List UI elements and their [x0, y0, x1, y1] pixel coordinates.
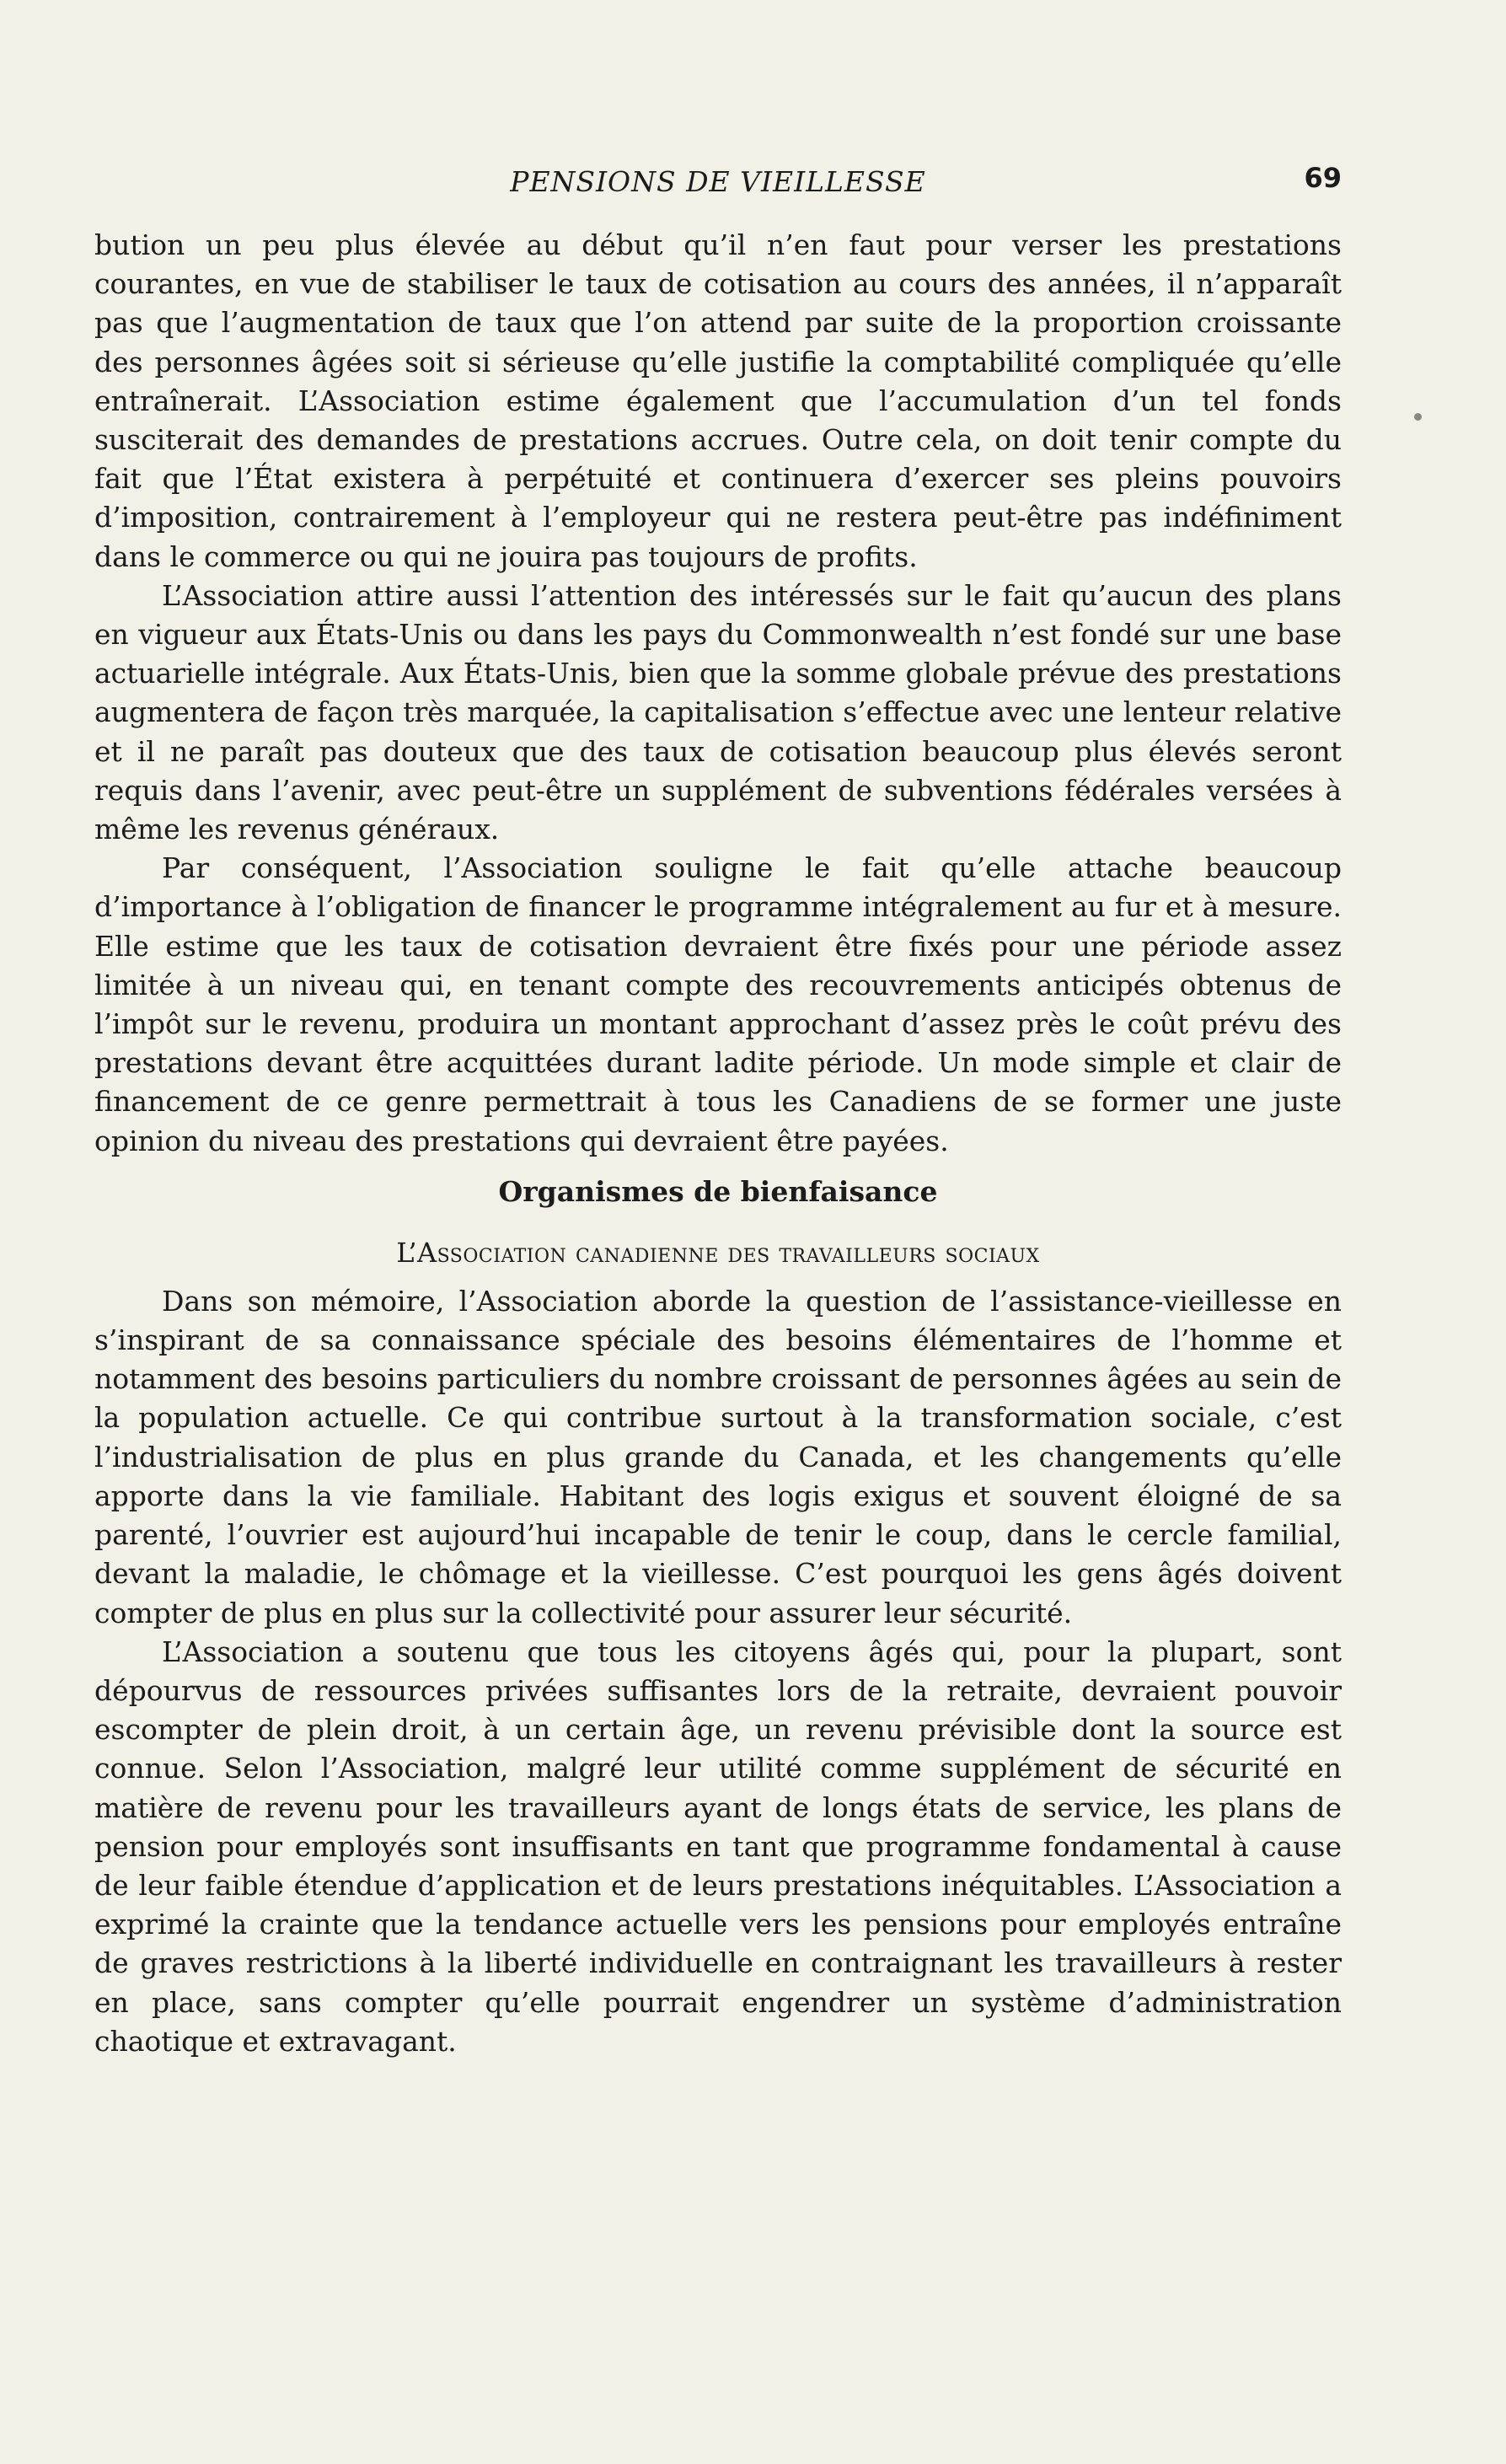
paragraph: Dans son mémoire, l’Association aborde la question de l’assistance-vieillesse en s’inspirant de sa connaissance spéciale des besoins élémentaires de l’homme et notamment des besoins particuliers du nombre croissant de personnes âgées au sein de la population actuelle. Ce qui contribue surtout à la transformation sociale, c’est l’industrialisation de plus en plus grande du Canada, et les changements qu’elle apporte dans la vie familiale. Habitant des logis exigus et souvent éloigné de sa parenté, l’ouvrier est aujourd’hui incapable de tenir le coup, dans le cercle familial, devant la maladie, le chômage et la vieillesse. C’est pourquoi les gens âgés doivent compter de plus en plus sur la collectivité pour assurer leur sécurité.	[94, 1284, 1342, 1629]
paragraph-continuation: bution un peu plus élevée au début qu’il n’en faut pour verser les prestations courantes, en vue de stabiliser le taux de cotisation au cours des années, il n’apparaît pas que l’augmentation de taux que l’on attend par suite de la proportion croissante des personnes âgées soit si sérieuse qu’elle justifie la comptabilité compliquée qu’elle entraînerait. L’Association estime également que l’accumulation d’un tel fonds susciterait des demandes de prestations accrues. Outre cela, on doit tenir compte du fait que l’État existera à perpétuité et continuera d’exercer ses pleins pouvoirs d’imposition, contrairement à l’employeur qui ne restera peut-être pas indéfiniment dans le commerce ou qui ne jouira pas toujours de profits.	[94, 228, 1342, 573]
paragraph: Par conséquent, l’Association souligne le fait qu’elle attache beaucoup d’importance à l’obligation de financer le programme intégralement au fur et à mesure. Elle estime que les taux de cotisation devraient être fixés pour une période assez limitée à un niveau qui, en tenant compte des recouvrements anticipés obtenus de l’impôt sur le revenu, produira un montant approchant d’assez près le coût prévu des prestations devant être acquittées durant ladite période. Un mode simple et clair de financement de ce genre permettrait à tous les Canadiens de se former une juste opinion du niveau des prestations qui devraient être payées.	[94, 851, 1342, 1157]
margin-mark	[1414, 413, 1422, 421]
paragraph: L’Association attire aussi l’attention des intéressés sur le fait qu’aucun des plans en vigueur aux États-Unis ou dans les pays du Commonwealth n’est fondé sur une base actuarielle intégrale. Aux États-Unis, bien que la somme globale prévue des prestations augmentera de façon très marquée, la capitalisation s’effectue avec une lenteur relative et il ne paraît pas douteux que des taux de cotisation beaucoup plus élevés seront requis dans l’avenir, avec peut-être un supplément de subventions fédérales versées à même les revenus généraux.	[94, 578, 1342, 846]
paragraph: L’Association a soutenu que tous les citoyens âgés qui, pour la plupart, sont dépourvus de ressources privées suffisantes lors de la retraite, devraient pouvoir escompter de plein droit, à un certain âge, un revenu prévisible dont la source est connue. Selon l’Association, malgré leur utilité comme supplément de sécurité en matière de revenu pour les travailleurs ayant de longs états de service, les plans de pension pour employés sont insuffisants en tant que programme fondamental à cause de leur faible étendue d’application et de leurs prestations inéquitables. L’Association a exprimé la crainte que la tendance actuelle vers les pensions pour employés entraîne de graves restrictions à la liberté individuelle en contraignant les travailleurs à rester en place, sans compter qu’elle pourrait engendrer un système d’administration chaotique et extravagant.	[94, 1635, 1342, 2058]
page-number: 69	[1304, 162, 1342, 194]
running-header	[94, 160, 1342, 204]
running-title: PENSIONS DE VIEILLESSE	[510, 165, 926, 198]
section-heading: Organismes de bienfaisance	[498, 1174, 938, 1208]
subsection-heading: L’Association canadienne des travailleurs sociaux	[396, 1236, 1040, 1269]
document-page	[94, 160, 1342, 2061]
